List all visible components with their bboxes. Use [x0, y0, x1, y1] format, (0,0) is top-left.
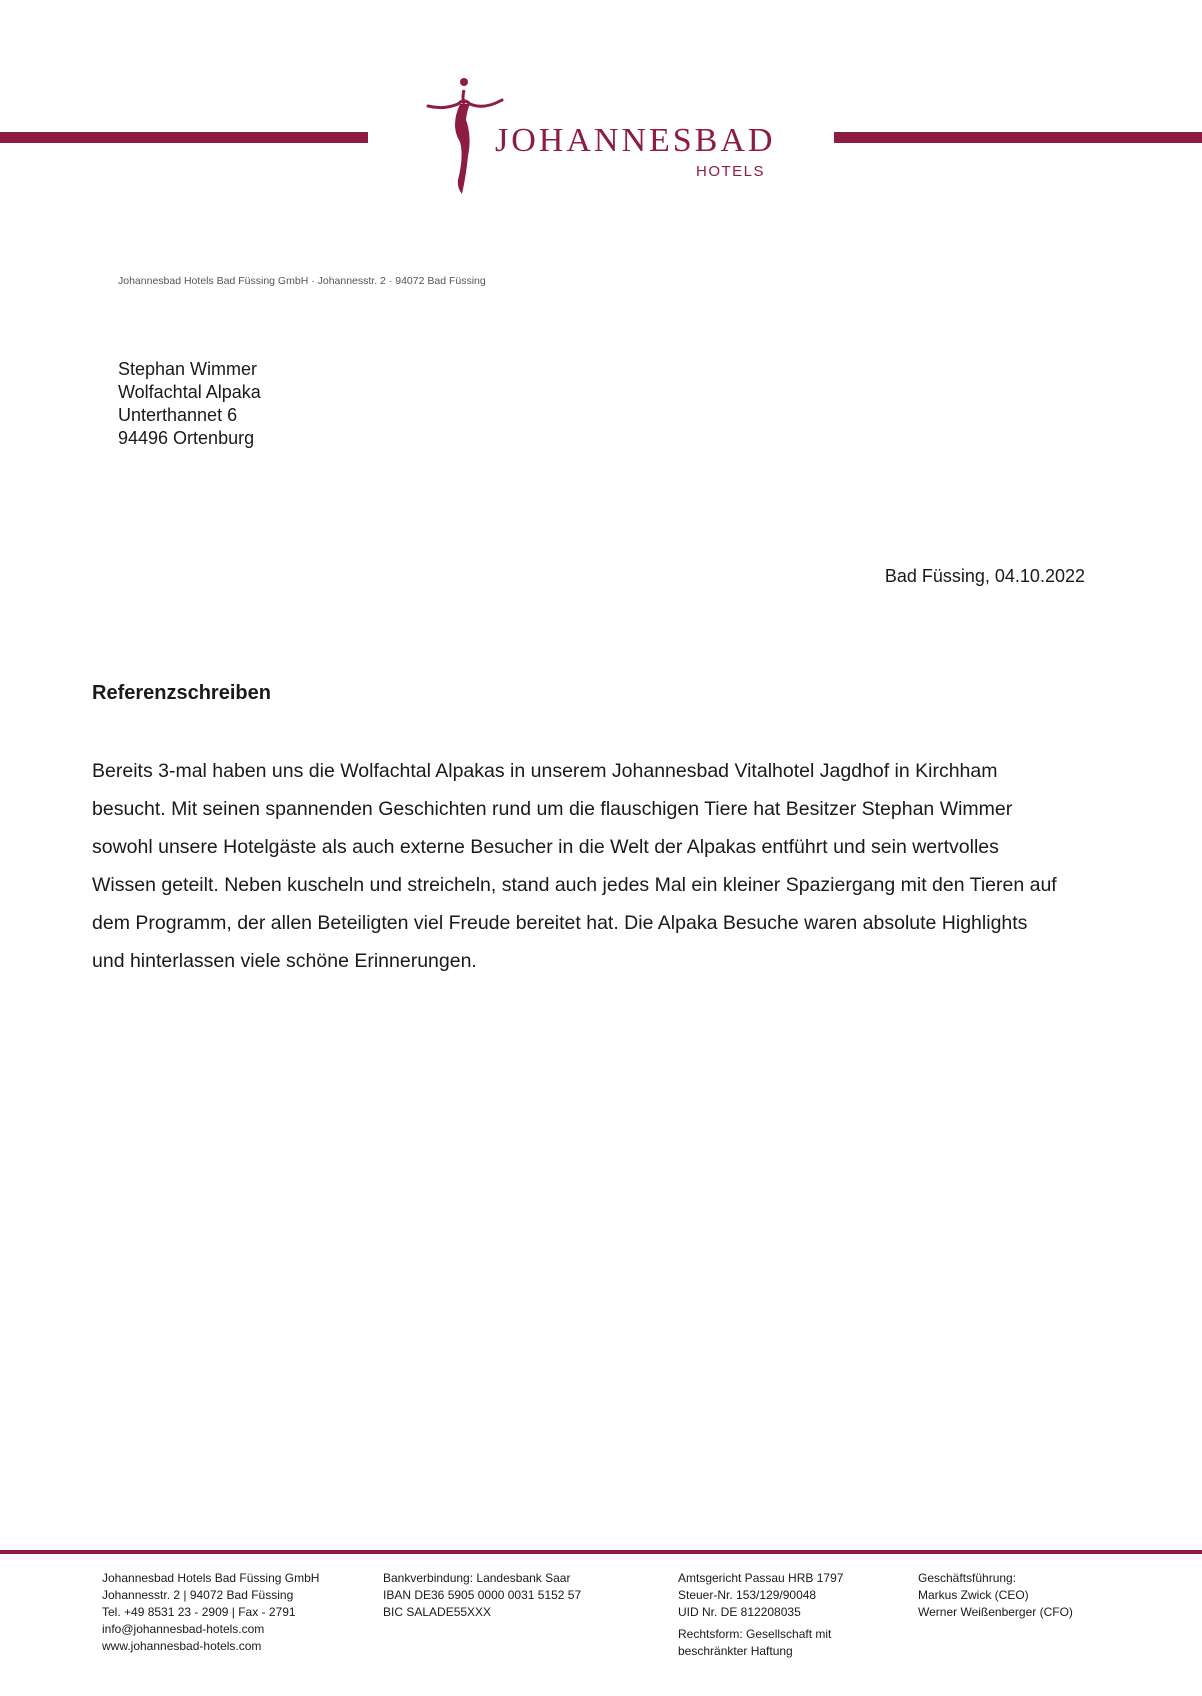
footer-legal-court: Amtsgericht Passau HRB 1797 [678, 1571, 844, 1585]
footer-management-title: Geschäftsführung: [918, 1571, 1017, 1585]
footer-legal-tax: Steuer-Nr. 153/129/90048 [678, 1588, 817, 1602]
footer-company-phone: Tel. +49 8531 23 - 2909 | Fax - 2791 [102, 1605, 296, 1619]
footer-legal-form-cont: beschränkter Haftung [678, 1644, 793, 1658]
footer-management [918, 1570, 1073, 1621]
recipient-company: Wolfachtal Alpaka [118, 382, 261, 402]
footer-bank-iban: IBAN DE36 5905 0000 0031 5152 57 [383, 1588, 582, 1602]
recipient-address [118, 358, 261, 450]
body-line: und hinterlassen viele schöne Erinnerungen. [92, 950, 477, 972]
footer-bank [383, 1570, 581, 1621]
body-line: sowohl unsere Hotelgäste als auch externe Besucher in die Welt der Alpakas entführt und sein wertvolles [92, 836, 999, 858]
recipient-city: 94496 Ortenburg [118, 428, 255, 448]
logo [420, 76, 780, 196]
footer-company-name: Johannesbad Hotels Bad Füssing GmbH [102, 1571, 320, 1585]
footer-bank-bic: BIC SALADE55XXX [383, 1605, 492, 1619]
footer-company-web[interactable]: www.johannesbad-hotels.com [102, 1639, 262, 1653]
footer-rule [0, 1550, 1202, 1554]
letter-subject: Referenzschreiben [92, 682, 271, 704]
body-line: besucht. Mit seinen spannenden Geschichten rund um die flauschigen Tiere hat Besitzer Stephan Wimmer [92, 798, 1013, 820]
footer-company [102, 1570, 319, 1655]
footer-management-ceo: Markus Zwick (CEO) [918, 1588, 1029, 1602]
body-line: Wissen geteilt. Neben kuscheln und streicheln, stand auch jedes Mal ein kleiner Spaziergang mit den Tieren auf [92, 874, 1057, 896]
recipient-name: Stephan Wimmer [118, 359, 258, 379]
footer-legal-form: Rechtsform: Gesellschaft mit [678, 1627, 832, 1641]
footer-legal-uid: UID Nr. DE 812208035 [678, 1605, 801, 1619]
header-bar-right [834, 132, 1202, 143]
footer-company-address: Johannesstr. 2 | 94072 Bad Füssing [102, 1588, 294, 1602]
sender-line: Johannesbad Hotels Bad Füssing GmbH · Johannesstr. 2 · 94072 Bad Füssing [118, 275, 486, 287]
footer-company-email[interactable]: info@johannesbad-hotels.com [102, 1622, 265, 1636]
footer-management-cfo: Werner Weißenberger (CFO) [918, 1605, 1073, 1619]
body-line: dem Programm, der allen Beteiligten viel Freude bereitet hat. Die Alpaka Besuche waren absolute Highlights [92, 912, 1028, 934]
letter-date: Bad Füssing, 04.10.2022 [884, 566, 1085, 586]
footer-legal [678, 1570, 843, 1660]
header-bar-left [0, 132, 368, 143]
recipient-street: Unterthannet 6 [118, 405, 238, 425]
logo-subtitle: HOTELS [696, 163, 766, 180]
logo-wordmark: JOHANNESBAD [495, 122, 776, 159]
body-line: Bereits 3-mal haben uns die Wolfachtal Alpakas in unserem Johannesbad Vitalhotel Jagdhof in Kirchham [92, 760, 998, 782]
footer-bank-title: Bankverbindung: Landesbank Saar [383, 1571, 571, 1585]
letter-body [92, 752, 1117, 980]
